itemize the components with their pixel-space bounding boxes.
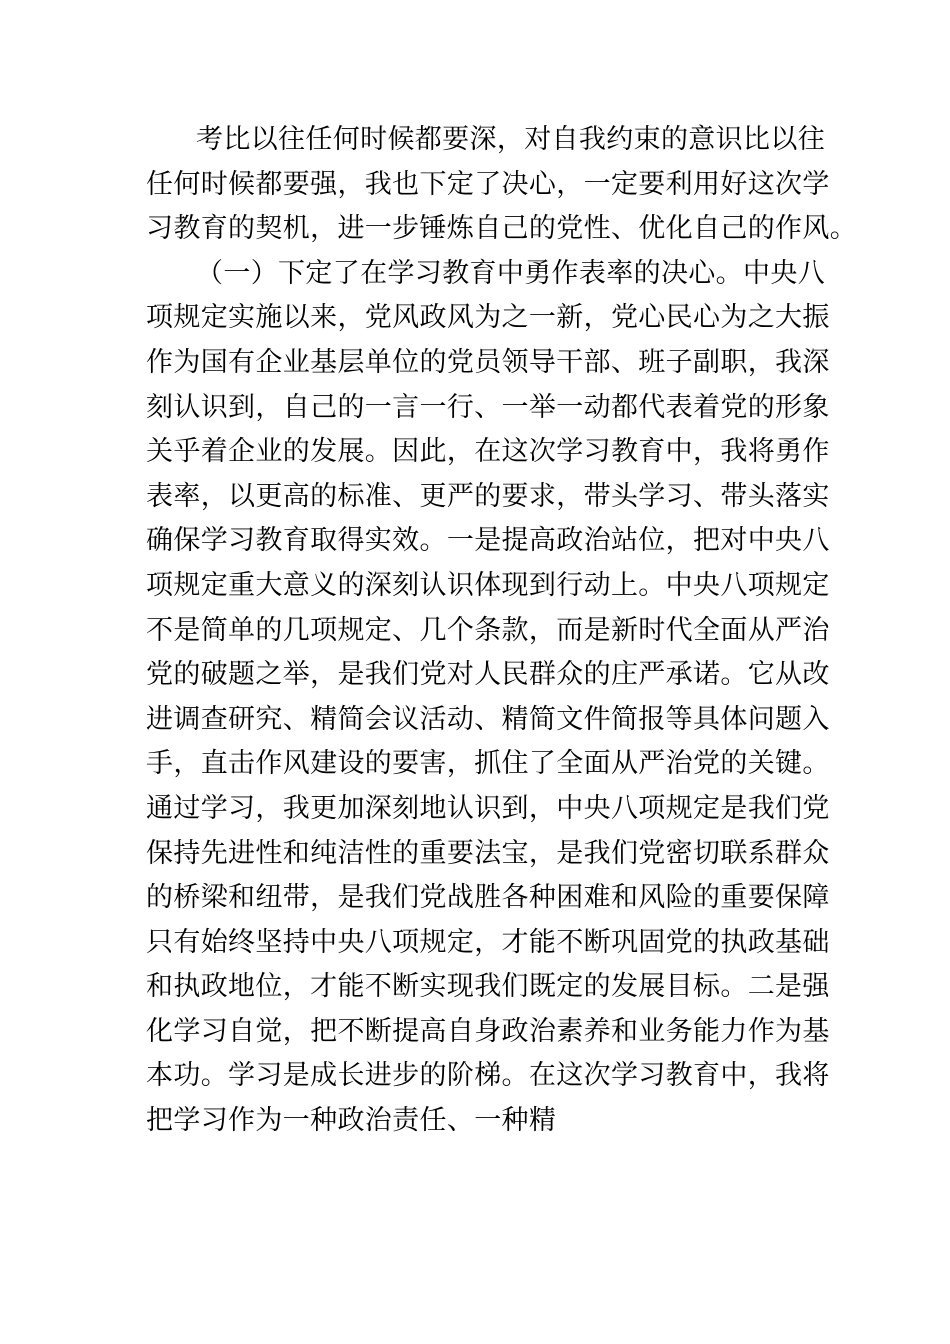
paragraph-line: 表率，以更高的标准、更严的要求，带头学习、带头落实 xyxy=(146,480,830,512)
body-text xyxy=(146,118,858,1144)
paragraph-line: 习教育的契机，进一步锤炼自己的党性、优化自己的作风。 xyxy=(146,213,858,245)
paragraph-line: 通过学习，我更加深刻地认识到，中央八项规定是我们党 xyxy=(146,792,830,824)
paragraph-line: 刻认识到，自己的一言一行、一举一动都代表着党的形象 xyxy=(146,391,830,423)
paragraph-line: 不是简单的几项规定、几个条款，而是新时代全面从严治 xyxy=(146,614,830,646)
paragraph-line: 和执政地位，才能不断实现我们既定的发展目标。二是强 xyxy=(146,971,830,1003)
paragraph-line: 确保学习教育取得实效。一是提高政治站位，把对中央八 xyxy=(146,525,830,557)
paragraph-line: 手，直击作风建设的要害，抓住了全面从严治党的关键。 xyxy=(146,748,830,780)
paragraph-line: 进调查研究、精简会议活动、精简文件简报等具体问题入 xyxy=(146,703,830,735)
paragraph-line: 任何时候都要强，我也下定了决心，一定要利用好这次学 xyxy=(146,168,830,200)
paragraph-line: 化学习自觉，把不断提高自身政治素养和业务能力作为基 xyxy=(146,1015,830,1047)
paragraph-line: 党的破题之举，是我们党对人民群众的庄严承诺。它从改 xyxy=(146,659,830,691)
paragraph-line: 本功。学习是成长进步的阶梯。在这次学习教育中，我将 xyxy=(146,1060,830,1092)
section-heading-line: （一）下定了在学习教育中勇作表率的决心。中央八 xyxy=(196,257,826,289)
paragraph-line: 作为国有企业基层单位的党员领导干部、班子副职，我深 xyxy=(146,346,830,378)
paragraph-line: 项规定重大意义的深刻认识体现到行动上。中央八项规定 xyxy=(146,569,830,601)
paragraph-line: 保持先进性和纯洁性的重要法宝，是我们党密切联系群众 xyxy=(146,837,830,869)
paragraph-line: 关乎着企业的发展。因此，在这次学习教育中，我将勇作 xyxy=(146,436,830,468)
paragraph-line: 项规定实施以来，党风政风为之一新，党心民心为之大振 xyxy=(146,302,830,334)
paragraph-line: 考比以往任何时候都要深，对自我约束的意识比以往 xyxy=(196,124,826,155)
paragraph-line: 只有始终坚持中央八项规定，才能不断巩固党的执政基础 xyxy=(146,926,830,958)
paragraph-line: 的桥梁和纽带，是我们党战胜各种困难和风险的重要保障 xyxy=(146,882,830,914)
paragraph-line: 把学习作为一种政治责任、一种精 xyxy=(146,1105,557,1137)
